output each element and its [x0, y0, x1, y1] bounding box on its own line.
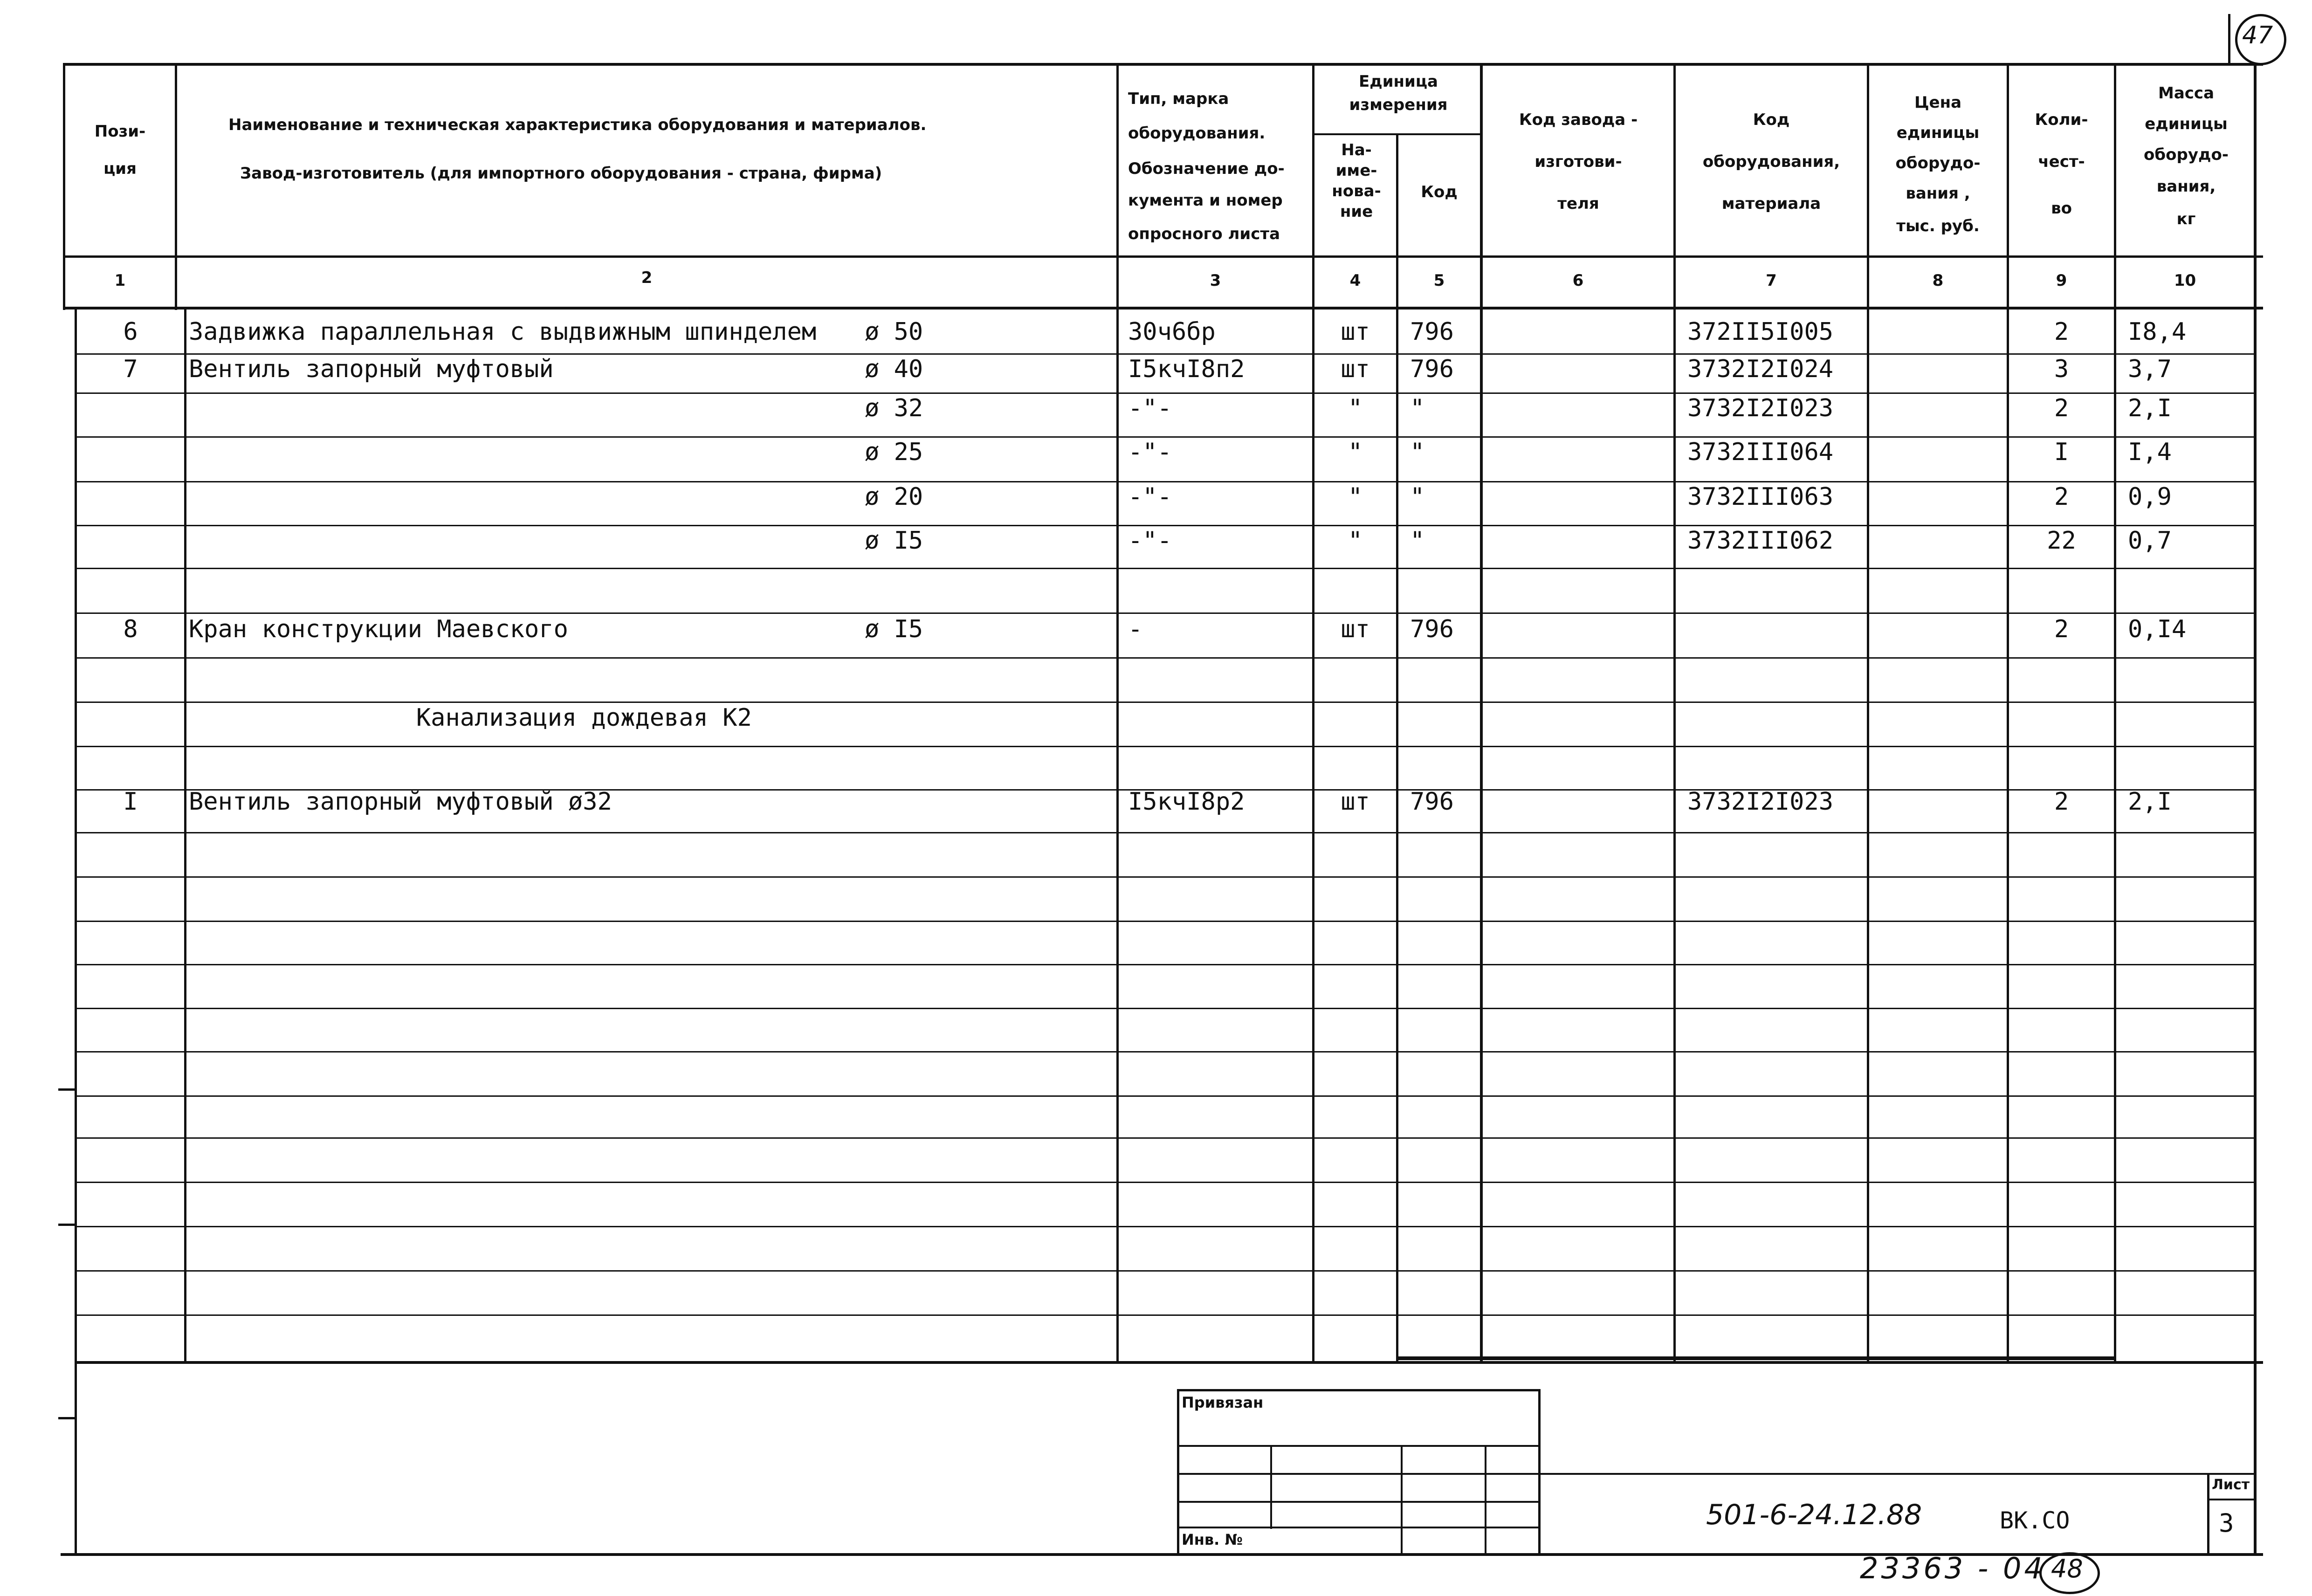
cell-mass: 3,7 — [2128, 355, 2172, 383]
cell-qty: 22 — [2047, 527, 2076, 555]
bottom-code: 23363 - 04 — [1860, 1551, 2045, 1585]
document-mark: ВК.СО — [2000, 1507, 2070, 1534]
cell-type: -"- — [1128, 394, 1172, 422]
cell-code: 3732III062 — [1687, 527, 1834, 555]
cell-type: 30ч6бр — [1128, 318, 1216, 346]
cell-dia: ø I5 — [865, 615, 923, 643]
row-divider — [75, 746, 2256, 747]
row-divider — [75, 1182, 2256, 1183]
cell-dia: ø I5 — [865, 527, 923, 555]
cell-mass: 2,I — [2128, 788, 2172, 816]
cell-unit-code: " — [1410, 394, 1425, 422]
cell-unit-code: 796 — [1410, 788, 1454, 816]
cell-code: 3732I2I023 — [1687, 788, 1834, 816]
cell-unit-code: 796 — [1410, 318, 1454, 346]
cell-qty: 2 — [2054, 394, 2069, 422]
cell-name: Канализация дождевая К2 — [329, 704, 752, 732]
cell-unit: " — [1348, 527, 1363, 555]
cell-unit: " — [1348, 483, 1363, 511]
cell-pos: 8 — [123, 615, 138, 643]
cell-dia: ø 20 — [865, 483, 923, 511]
cell-mass: I8,4 — [2128, 318, 2187, 346]
row-divider — [75, 876, 2256, 878]
row-divider — [75, 702, 2256, 703]
cell-type: -"- — [1128, 527, 1172, 555]
inv-number-label: Инв. № — [1182, 1531, 1243, 1548]
cell-dia: ø 40 — [865, 355, 923, 383]
cell-code: 3732I2I023 — [1687, 394, 1834, 422]
row-divider — [75, 1051, 2256, 1053]
cell-unit-code: 796 — [1410, 355, 1454, 383]
cell-qty: 2 — [2054, 615, 2069, 643]
sheet-label: Лист — [2212, 1477, 2250, 1493]
cell-code: 3732I2I024 — [1687, 355, 1834, 383]
cell-name: Задвижка параллельная с выдвижным шпинделем — [189, 318, 817, 346]
cell-pos: I — [123, 788, 138, 816]
cell-name: Кран конструкции Маевского — [189, 615, 568, 643]
cell-unit: шт — [1341, 318, 1370, 346]
cell-dia: ø 25 — [865, 438, 923, 466]
cell-unit: шт — [1341, 355, 1370, 383]
cell-code: 372II5I005 — [1687, 318, 1834, 346]
cell-type: I5кчI8р2 — [1128, 788, 1245, 816]
cell-pos: 6 — [123, 318, 138, 346]
privyazan-label: Привязан — [1182, 1394, 1264, 1411]
row-divider — [75, 612, 2256, 614]
cell-mass: 0,9 — [2128, 483, 2172, 511]
sheet-number: 3 — [2219, 1508, 2234, 1538]
cell-dia: ø 32 — [865, 394, 923, 422]
cell-unit: " — [1348, 438, 1363, 466]
cell-unit-code: " — [1410, 527, 1425, 555]
cell-unit: шт — [1341, 788, 1370, 816]
document-number: 501-6-24.12.88 — [1706, 1499, 1922, 1531]
row-divider — [75, 1137, 2256, 1139]
row-divider — [75, 1314, 2256, 1316]
cell-qty: 2 — [2054, 788, 2069, 816]
row-divider — [75, 964, 2256, 965]
cell-name: Вентиль запорный муфтовый ø32 — [189, 788, 612, 816]
cell-mass: 2,I — [2128, 394, 2172, 422]
row-divider — [75, 1095, 2256, 1097]
cell-qty: 2 — [2054, 483, 2069, 511]
cell-type: I5кчI8п2 — [1128, 355, 1245, 383]
row-divider — [75, 481, 2256, 482]
row-divider — [75, 921, 2256, 922]
row-divider — [75, 657, 2256, 659]
row-divider — [75, 832, 2256, 833]
cell-unit-code: " — [1410, 438, 1425, 466]
cell-qty: 2 — [2054, 318, 2069, 346]
cell-mass: I,4 — [2128, 438, 2172, 466]
cell-unit: шт — [1341, 615, 1370, 643]
bottom-page-number: 48 — [2051, 1554, 2083, 1583]
cell-type: -"- — [1128, 483, 1172, 511]
row-divider — [75, 353, 2256, 355]
row-divider — [75, 1226, 2256, 1227]
cell-mass: 0,7 — [2128, 527, 2172, 555]
cell-qty: 3 — [2054, 355, 2069, 383]
cell-unit-code: " — [1410, 483, 1425, 511]
row-divider — [75, 568, 2256, 569]
cell-unit: " — [1348, 394, 1363, 422]
cell-code: 3732III064 — [1687, 438, 1834, 466]
row-divider — [75, 436, 2256, 438]
cell-name: Вентиль запорный муфтовый — [189, 355, 554, 383]
cell-type: - — [1128, 615, 1143, 643]
page-number-top-text: 47 — [2242, 21, 2273, 49]
row-divider — [75, 1008, 2256, 1009]
cell-mass: 0,I4 — [2128, 615, 2187, 643]
cell-pos: 7 — [123, 355, 138, 383]
header-col5: Код — [1421, 183, 1458, 201]
cell-qty: I — [2054, 438, 2069, 466]
cell-type: -"- — [1128, 438, 1172, 466]
row-divider — [75, 392, 2256, 394]
row-divider — [75, 1270, 2256, 1272]
cell-unit-code: 796 — [1410, 615, 1454, 643]
cell-code: 3732III063 — [1687, 483, 1834, 511]
cell-dia: ø 50 — [865, 318, 923, 346]
row-divider — [75, 525, 2256, 526]
